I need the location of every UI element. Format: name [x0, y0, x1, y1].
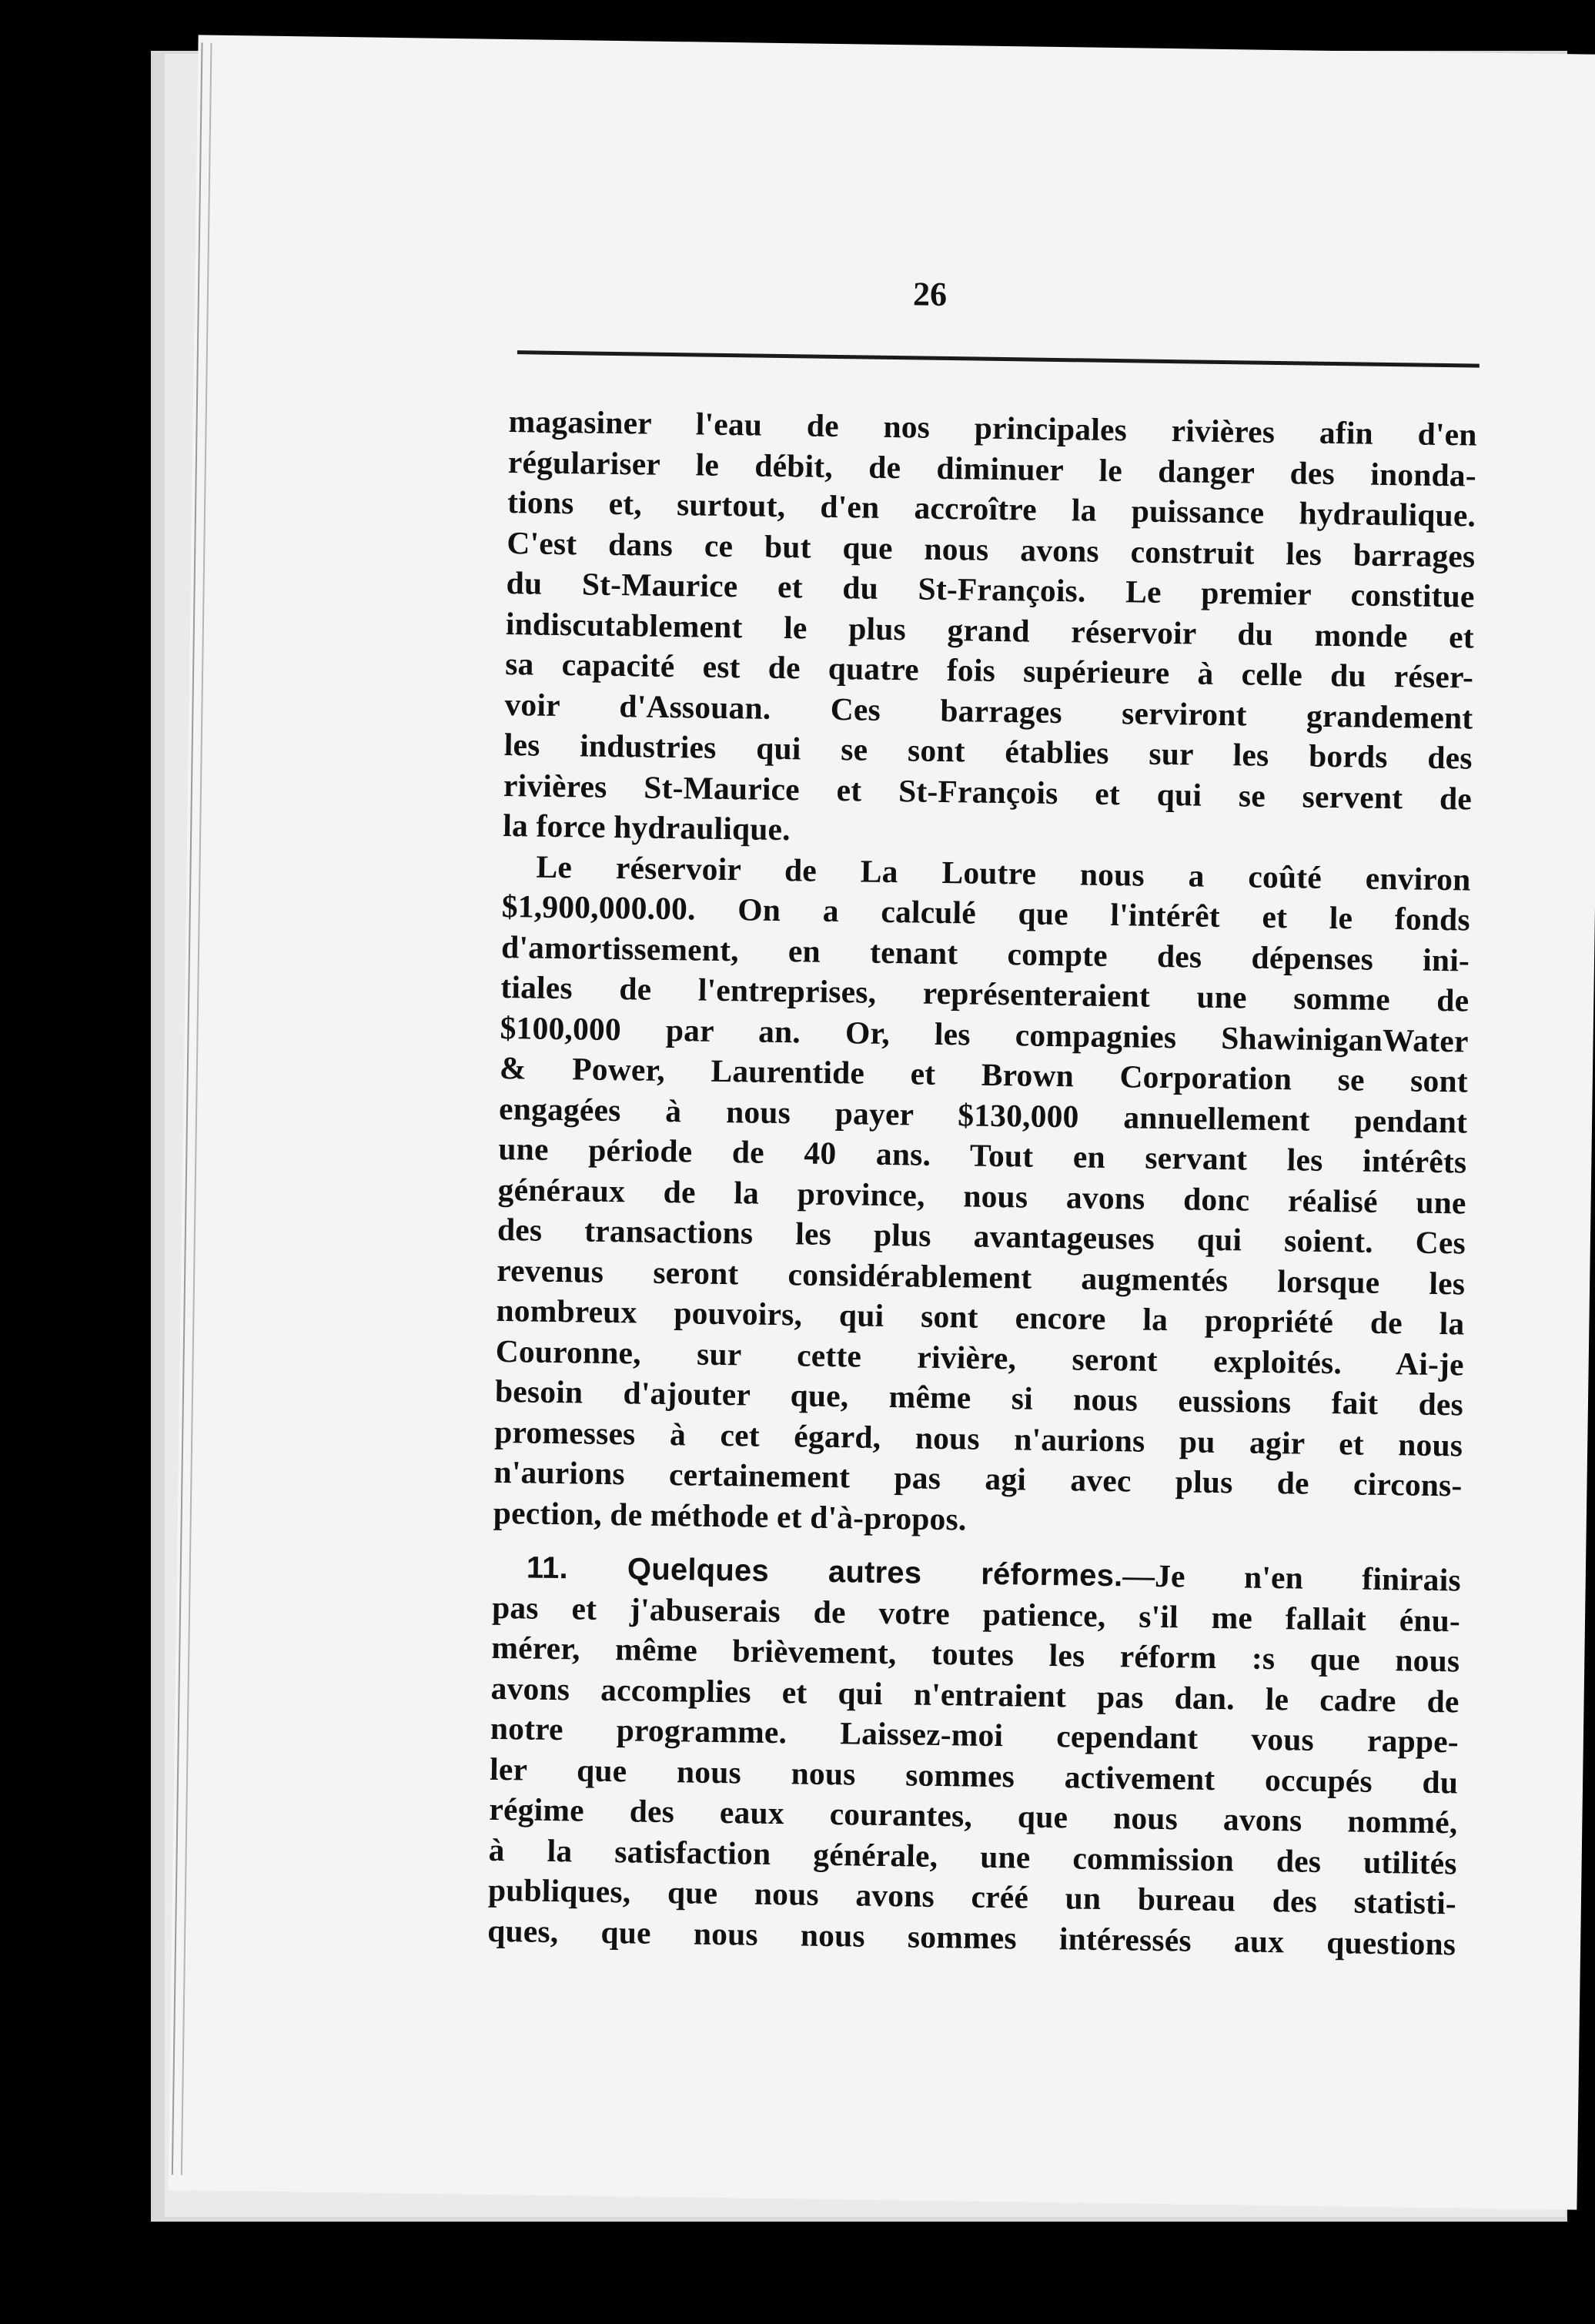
paragraph — [503, 401, 1477, 859]
text-line: régime des eaux courantes, que nous avons nommé, — [489, 1791, 1458, 1841]
body-text — [487, 401, 1477, 1964]
text-line: nombreux pouvoirs, qui sont encore la propriété de la — [496, 1292, 1465, 1342]
text-line: sa capacité est de quatre fois supérieure à celle du réser- — [504, 646, 1474, 695]
text-line: des transactions les plus avantageuses qui soient. Ces — [497, 1211, 1466, 1261]
section-heading: 11. Quelques autres réformes. — [526, 1550, 1123, 1593]
text-line: $1,900,000.00. On a calculé que l'intérêt et le fonds — [501, 888, 1471, 938]
paragraph — [493, 845, 1471, 1546]
text-line: ques, que nous nous sommes intéressés aux questions — [487, 1912, 1456, 1961]
text-line: mérer, même brièvement, toutes les réform :s que nous — [491, 1629, 1460, 1679]
text-line: d'amortissement, en tenant compte des dépenses ini- — [500, 928, 1470, 978]
text-line: C'est dans ce but que nous avons construit les barrages — [507, 524, 1476, 574]
text-line: promesses à cet égard, nous n'aurions pu agir et nous — [494, 1413, 1463, 1463]
text-line: n'aurions certainement pas agi avec plus de circons- — [493, 1453, 1463, 1503]
text-line: pas et j'abuserais de votre patience, s'il me fallait énu- — [491, 1589, 1461, 1638]
text-line: du St-Maurice et du St-François. Le premier constitue — [506, 565, 1475, 614]
text-line: publiques, que nous avons créé un bureau des statisti- — [487, 1871, 1457, 1921]
text-line: régulariser le débit, de diminuer le danger des inonda- — [507, 443, 1477, 493]
text-line: & Power, Laurentide et Brown Corporation se sont — [499, 1049, 1469, 1099]
text-line: avons accomplies et qui n'entraient pas dan. le cadre de — [490, 1670, 1460, 1719]
text-line: $100,000 par an. Or, les compagnies ShawiniganWater — [500, 1009, 1469, 1059]
text-line: notre programme. Laissez-moi cependant vous rappe- — [490, 1710, 1460, 1760]
text-line: la force hydraulique. — [503, 807, 791, 848]
paragraph-section-11 — [487, 1547, 1461, 1965]
text-line: tiales de l'entreprises, représenteraient une somme de — [500, 968, 1470, 1018]
text-line: pection, de méthode et d'à-propos. — [493, 1494, 967, 1537]
text-line: besoin d'ajouter que, même si nous eussions fait des — [494, 1373, 1464, 1423]
text-line: généraux de la province, nous avons donc réalisé une — [497, 1171, 1466, 1221]
text-line: Couronne, sur cette rivière, seront exploités. Ai-je — [495, 1333, 1465, 1382]
text-run: —Je n'en finirais — [1122, 1557, 1462, 1598]
text-line: revenus seront considérablement augmentés lorsque les — [496, 1252, 1466, 1301]
text-line: Le réservoir de La Loutre nous a coûté environ — [536, 848, 1471, 898]
text-line: une période de 40 ans. Tout en servant les intérêts — [498, 1130, 1467, 1180]
text-line: à la satisfaction générale, une commission des utilités — [488, 1831, 1457, 1881]
text-line: engagées à nous payer $130,000 annuellement pendant — [498, 1090, 1468, 1140]
document-page — [169, 35, 1595, 2209]
text-line: ler que nous nous sommes activement occupés du — [489, 1751, 1459, 1800]
header-rule — [517, 350, 1480, 367]
text-line: voir d'Assouan. Ces barrages serviront grandement — [504, 686, 1473, 736]
text-line: rivières St-Maurice et St-François et qui se servent de — [503, 767, 1473, 817]
text-line: indiscutablement le plus grand réservoir du monde et — [505, 605, 1475, 655]
text-line: les industries qui se sont établies sur les bords des — [503, 726, 1473, 776]
text-line: tions et, surtout, d'en accroître la puissance hydraulique. — [507, 484, 1476, 533]
page-number: 26 — [912, 275, 948, 313]
text-line: magasiner l'eau de nos principales rivières afin d'en — [508, 403, 1477, 453]
